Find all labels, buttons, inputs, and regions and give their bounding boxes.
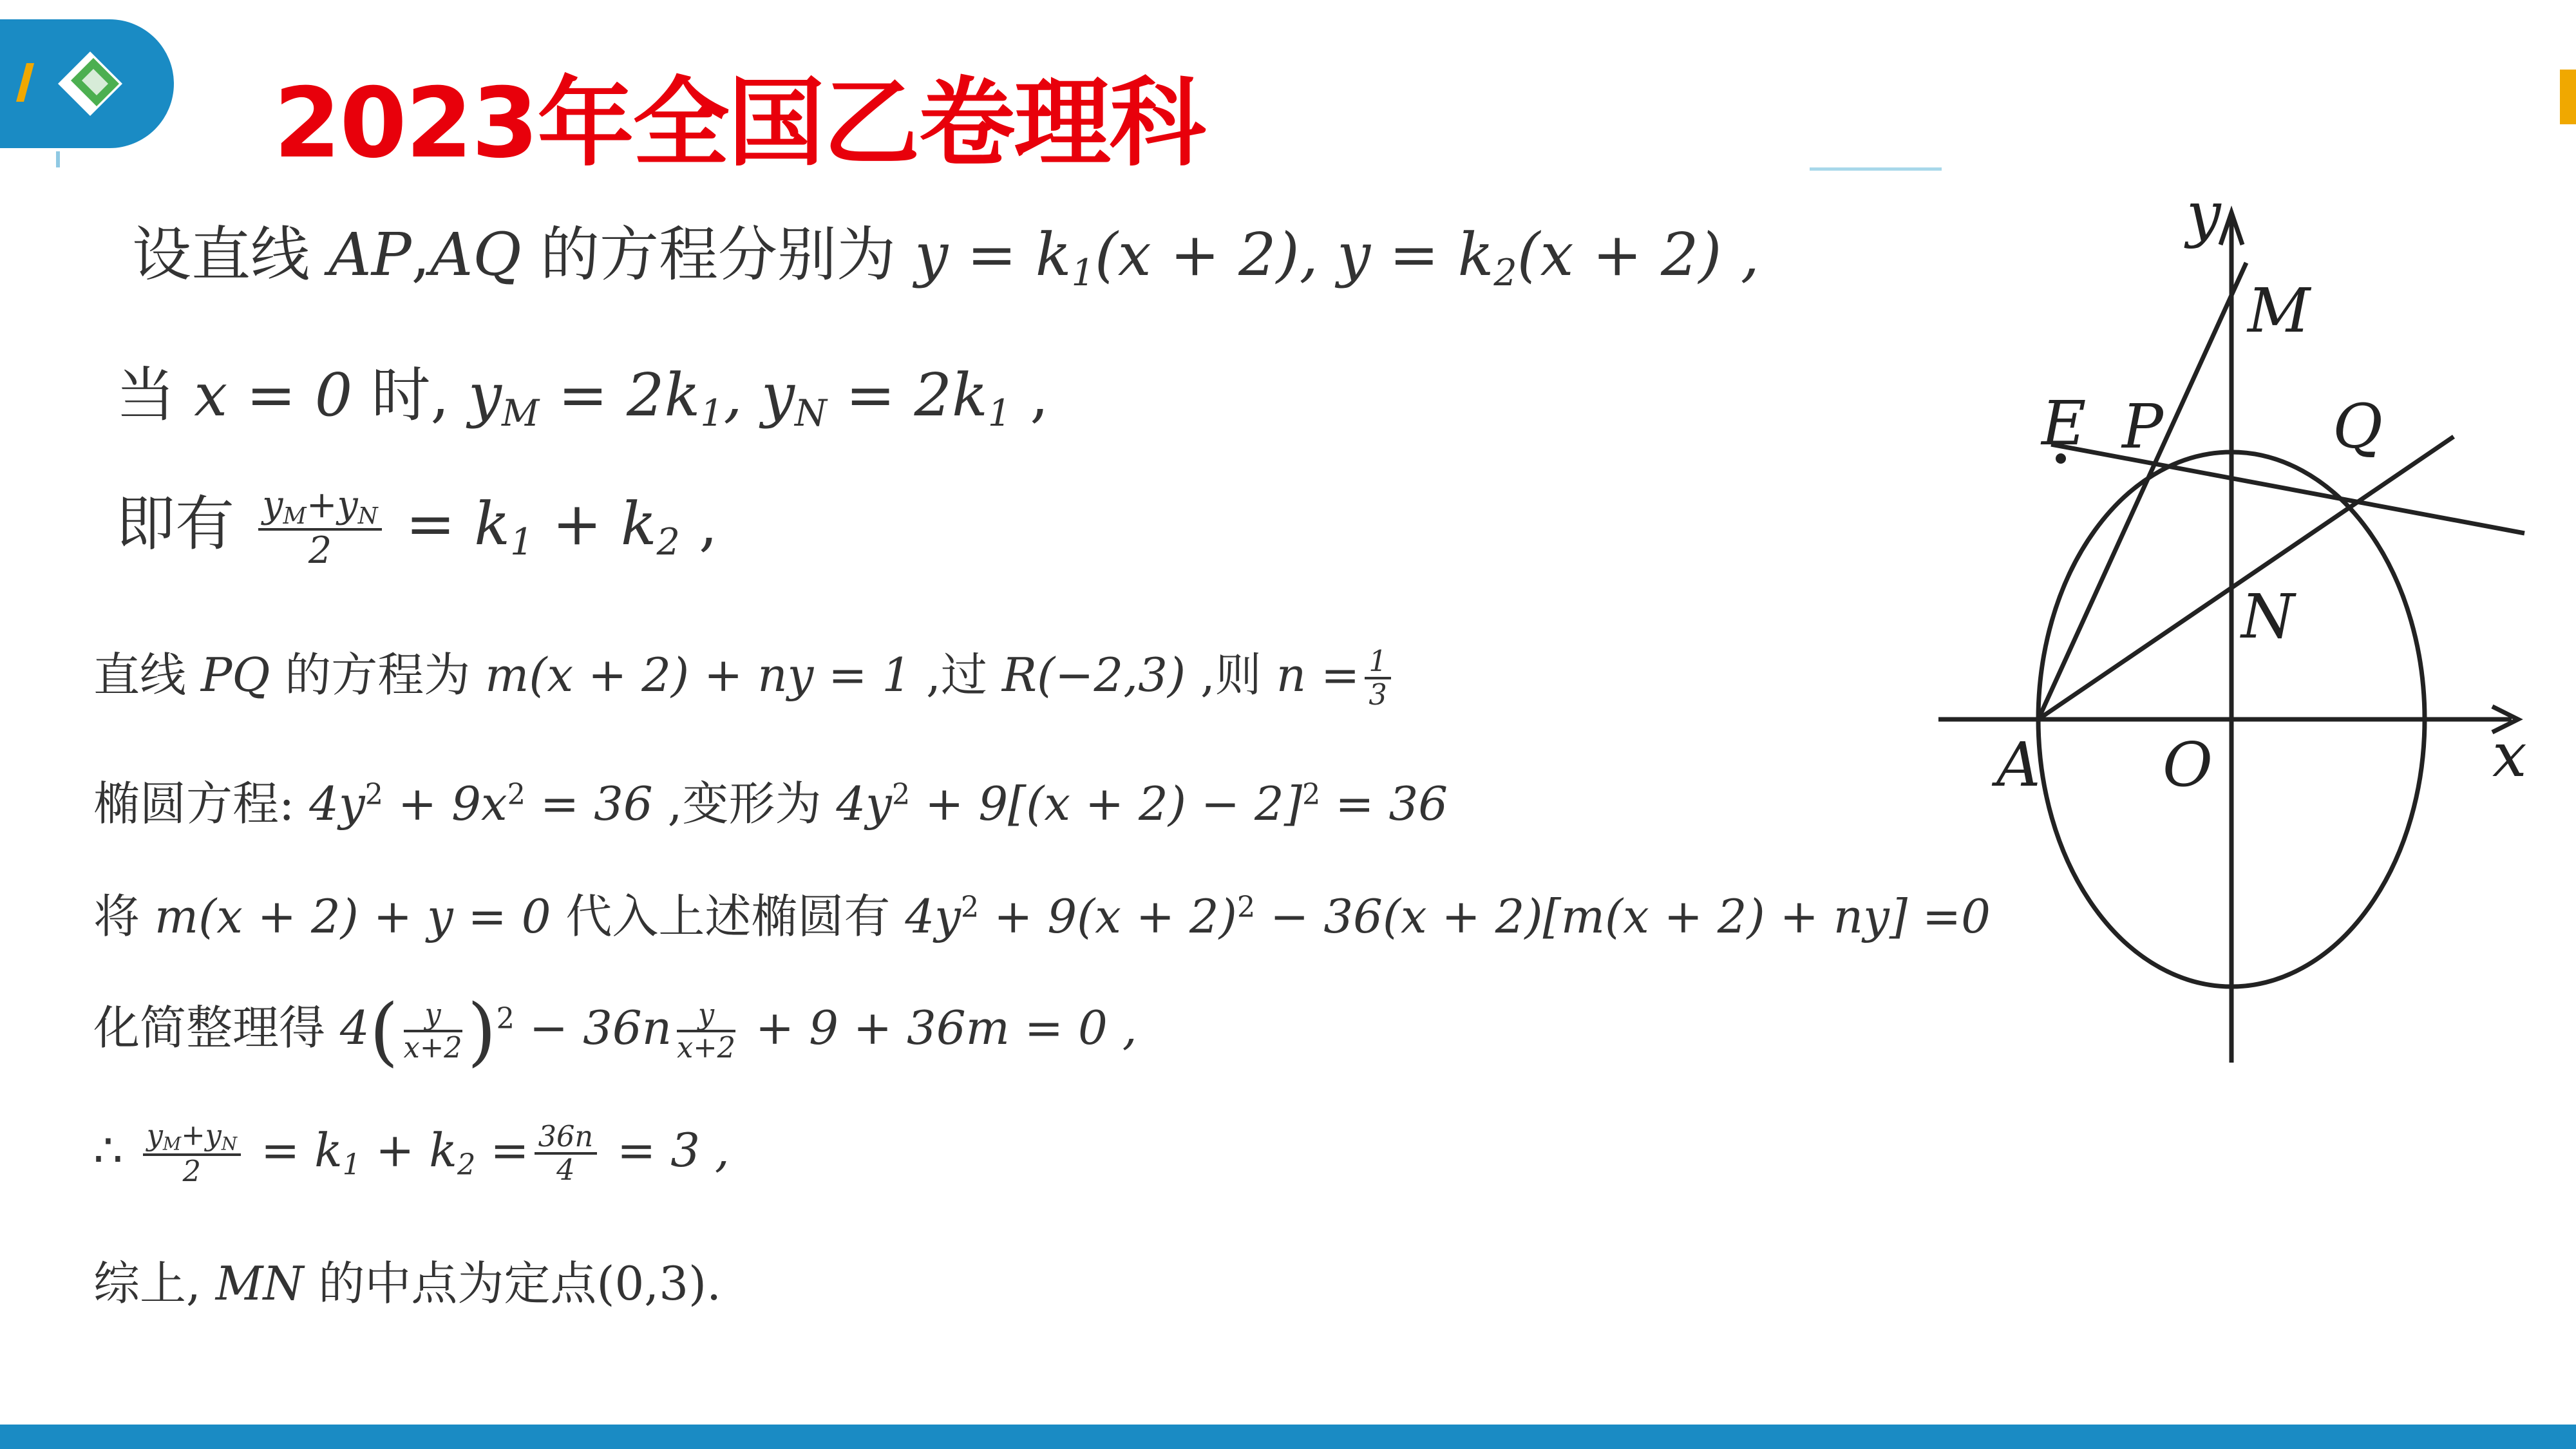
label-n: N xyxy=(2241,582,2295,652)
fraction: $\frac{36n}{4}$ xyxy=(535,1122,598,1186)
solution-line-2: 当 x = 0 时, $y_M = 2k_1$, $y_N = 2k_1$ , xyxy=(116,361,1049,435)
solution-line-5: 椭圆方程: $4y^2 + 9x^2 = 36$ ,变形为 $4y^2 + 9[(x + 2) - 2]^2 = 36$ xyxy=(93,777,1448,831)
label-m: M xyxy=(2248,276,2311,346)
label-y: y xyxy=(2186,193,2221,250)
ellipse-diagram xyxy=(1938,193,2537,1082)
solution-line-1: 设直线 AP,AQ 的方程分别为 $y = k_1(x + 2)$, $y = k_2(x + 2)$ , xyxy=(132,220,1759,294)
page-title: 2023年全国乙卷理科 xyxy=(274,68,1205,180)
label-q: Q xyxy=(2333,392,2383,462)
fraction: $\frac{y}{x+2}$ xyxy=(677,998,736,1065)
solution-line-3: 即有 $\frac{y_M+y_N}{2}$ = $k_1 + k_2$ , xyxy=(116,484,718,573)
accent-bar xyxy=(2560,70,2576,124)
solution-line-6: 将 m(x + 2) + y = 0 代入上述椭圆有 $4y^2 + 9(x + 2)^2 - 36(x + 2)[m(x + 2) + ny] =0$ xyxy=(93,889,1991,943)
footer-bar xyxy=(0,1425,2576,1449)
solution-line-8: ∴ $\frac{y_M+y_N}{2}$ = $k_1 + k_2$ = $\frac{36n}{4}$ = 3 , xyxy=(93,1119,730,1188)
label-x: x xyxy=(2492,720,2527,791)
diamond-logo-icon xyxy=(0,13,180,167)
label-o: O xyxy=(2163,730,2213,800)
solution-line-9: 综上, MN 的中点为定点(0,3). xyxy=(93,1256,721,1311)
fraction: $\frac{y_M+y_N}{2}$ xyxy=(143,1121,241,1188)
solution-line-7: 化简整理得 4( $\frac{y}{x+2}$ )$^2$ − 36n $\frac{y}{x+2}$ + 9 + 36m = 0 , xyxy=(93,989,1137,1075)
fraction: $\frac{y}{x+2}$ xyxy=(403,998,462,1065)
label-e: E xyxy=(2041,388,2087,459)
divider xyxy=(1810,167,1942,171)
label-a: A xyxy=(1996,730,2041,800)
fraction: $\frac{1}{3}$ xyxy=(1365,647,1390,711)
solution-line-4: 直线 PQ 的方程为 m(x + 2) + ny = 1 ,过 R(−2,3) ,则 n = $\frac{1}{3}$ xyxy=(93,638,1396,711)
label-p: P xyxy=(2122,392,2163,462)
fraction: $\frac{y_M+y_N}{2}$ xyxy=(258,486,381,571)
